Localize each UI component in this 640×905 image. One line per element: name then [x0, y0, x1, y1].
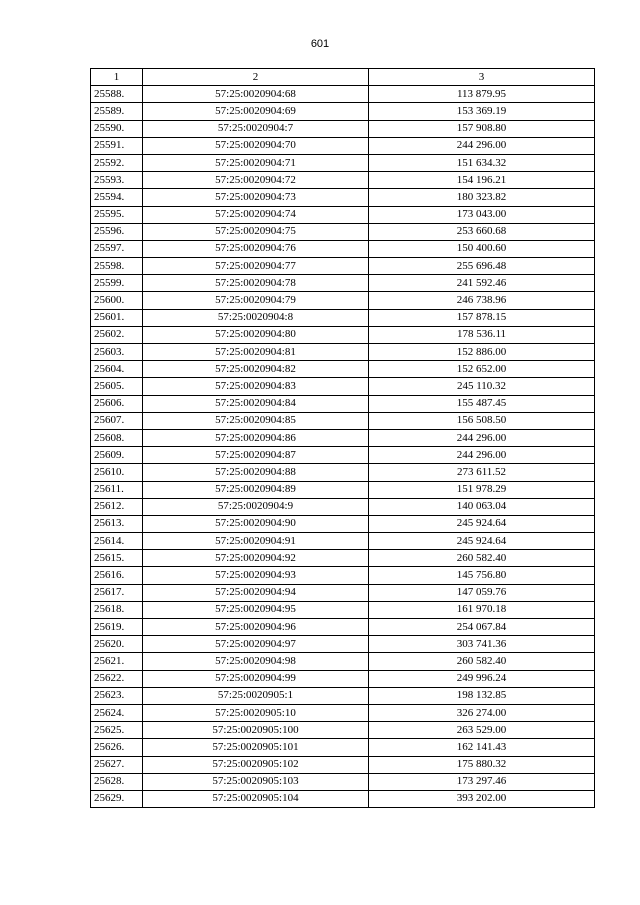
cadastral-number-cell: 57:25:0020904:80: [143, 326, 369, 343]
cadastral-number-cell: 57:25:0020904:72: [143, 172, 369, 189]
value-cell: 113 879.95: [369, 86, 595, 103]
row-number-cell: 25620.: [91, 636, 143, 653]
cadastral-number-cell: 57:25:0020904:94: [143, 584, 369, 601]
cadastral-number-cell: 57:25:0020905:101: [143, 739, 369, 756]
value-cell: 152 652.00: [369, 361, 595, 378]
table-row: [91, 773, 595, 790]
cadastral-number-cell: 57:25:0020904:68: [143, 86, 369, 103]
row-number-cell: 25601.: [91, 309, 143, 326]
value-cell: 156 508.50: [369, 412, 595, 429]
table-row: [91, 361, 595, 378]
cadastral-number-cell: 57:25:0020904:86: [143, 429, 369, 446]
value-cell: 145 756.80: [369, 567, 595, 584]
row-number-cell: 25612.: [91, 498, 143, 515]
value-cell: 151 634.32: [369, 154, 595, 171]
cadastral-number-cell: 57:25:0020904:71: [143, 154, 369, 171]
table-row: [91, 309, 595, 326]
cadastral-number-cell: 57:25:0020904:70: [143, 137, 369, 154]
cadastral-number-cell: 57:25:0020904:97: [143, 636, 369, 653]
cadastral-number-cell: 57:25:0020904:81: [143, 344, 369, 361]
table-row: [91, 636, 595, 653]
row-number-cell: 25599.: [91, 275, 143, 292]
row-number-cell: 25589.: [91, 103, 143, 120]
value-cell: 260 582.40: [369, 653, 595, 670]
value-cell: 241 592.46: [369, 275, 595, 292]
table-body: [91, 86, 595, 808]
row-number-cell: 25618.: [91, 601, 143, 618]
row-number-cell: 25610.: [91, 464, 143, 481]
row-number-cell: 25592.: [91, 154, 143, 171]
row-number-cell: 25603.: [91, 344, 143, 361]
table-row: [91, 137, 595, 154]
cadastral-number-cell: 57:25:0020904:78: [143, 275, 369, 292]
table-row: [91, 326, 595, 343]
row-number-cell: 25595.: [91, 206, 143, 223]
cadastral-number-cell: 57:25:0020904:75: [143, 223, 369, 240]
value-cell: 173 297.46: [369, 773, 595, 790]
row-number-cell: 25623.: [91, 687, 143, 704]
cadastral-number-cell: 57:25:0020904:83: [143, 378, 369, 395]
row-number-cell: 25604.: [91, 361, 143, 378]
row-number-cell: 25616.: [91, 567, 143, 584]
table-row: [91, 533, 595, 550]
cadastral-number-cell: 57:25:0020905:104: [143, 790, 369, 807]
value-cell: 173 043.00: [369, 206, 595, 223]
cadastral-number-cell: 57:25:0020904:85: [143, 412, 369, 429]
table-row: [91, 275, 595, 292]
value-cell: 244 296.00: [369, 137, 595, 154]
table-row: [91, 189, 595, 206]
row-number-cell: 25615.: [91, 550, 143, 567]
table-row: [91, 395, 595, 412]
table-row: [91, 464, 595, 481]
table-row: [91, 670, 595, 687]
table-row: [91, 240, 595, 257]
row-number-cell: 25608.: [91, 429, 143, 446]
value-cell: 157 878.15: [369, 309, 595, 326]
value-cell: 245 924.64: [369, 515, 595, 532]
table-row: [91, 722, 595, 739]
page-number: 601: [310, 38, 330, 50]
table-row: [91, 258, 595, 275]
table-row: [91, 481, 595, 498]
cadastral-number-cell: 57:25:0020904:90: [143, 515, 369, 532]
row-number-cell: 25625.: [91, 722, 143, 739]
table-row: [91, 704, 595, 721]
cadastral-number-cell: 57:25:0020904:84: [143, 395, 369, 412]
row-number-cell: 25617.: [91, 584, 143, 601]
cadastral-number-cell: 57:25:0020905:102: [143, 756, 369, 773]
row-number-cell: 25598.: [91, 258, 143, 275]
cadastral-number-cell: 57:25:0020904:76: [143, 240, 369, 257]
value-cell: 249 996.24: [369, 670, 595, 687]
value-cell: 255 696.48: [369, 258, 595, 275]
value-cell: 198 132.85: [369, 687, 595, 704]
cadastral-number-cell: 57:25:0020904:77: [143, 258, 369, 275]
row-number-cell: 25607.: [91, 412, 143, 429]
row-number-cell: 25591.: [91, 137, 143, 154]
row-number-cell: 25600.: [91, 292, 143, 309]
cadastral-number-cell: 57:25:0020904:79: [143, 292, 369, 309]
registry-table: [90, 68, 595, 808]
row-number-cell: 25593.: [91, 172, 143, 189]
value-cell: 244 296.00: [369, 447, 595, 464]
row-number-cell: 25590.: [91, 120, 143, 137]
value-cell: 253 660.68: [369, 223, 595, 240]
row-number-cell: 25609.: [91, 447, 143, 464]
row-number-cell: 25614.: [91, 533, 143, 550]
value-cell: 161 970.18: [369, 601, 595, 618]
value-cell: 153 369.19: [369, 103, 595, 120]
row-number-cell: 25611.: [91, 481, 143, 498]
cadastral-number-cell: 57:25:0020905:1: [143, 687, 369, 704]
table-row: [91, 292, 595, 309]
value-cell: 162 141.43: [369, 739, 595, 756]
value-cell: 175 880.32: [369, 756, 595, 773]
value-cell: 303 741.36: [369, 636, 595, 653]
cadastral-number-cell: 57:25:0020904:95: [143, 601, 369, 618]
table-row: [91, 619, 595, 636]
table-row: [91, 154, 595, 171]
table-row: [91, 172, 595, 189]
value-cell: 154 196.21: [369, 172, 595, 189]
cadastral-number-cell: 57:25:0020904:7: [143, 120, 369, 137]
row-number-cell: 25602.: [91, 326, 143, 343]
cadastral-number-cell: 57:25:0020904:98: [143, 653, 369, 670]
cadastral-number-cell: 57:25:0020904:88: [143, 464, 369, 481]
value-cell: 157 908.80: [369, 120, 595, 137]
cadastral-number-cell: 57:25:0020904:69: [143, 103, 369, 120]
cadastral-number-cell: 57:25:0020904:89: [143, 481, 369, 498]
value-cell: 245 110.32: [369, 378, 595, 395]
value-cell: 152 886.00: [369, 344, 595, 361]
row-number-cell: 25626.: [91, 739, 143, 756]
table-row: [91, 550, 595, 567]
value-cell: 180 323.82: [369, 189, 595, 206]
value-cell: 326 274.00: [369, 704, 595, 721]
value-cell: 155 487.45: [369, 395, 595, 412]
value-cell: 246 738.96: [369, 292, 595, 309]
value-cell: 393 202.00: [369, 790, 595, 807]
value-cell: 244 296.00: [369, 429, 595, 446]
cadastral-number-cell: 57:25:0020904:92: [143, 550, 369, 567]
cadastral-number-cell: 57:25:0020904:87: [143, 447, 369, 464]
row-number-cell: 25619.: [91, 619, 143, 636]
value-cell: 150 400.60: [369, 240, 595, 257]
column-header-3: 3: [369, 69, 595, 86]
value-cell: 263 529.00: [369, 722, 595, 739]
cadastral-number-cell: 57:25:0020904:99: [143, 670, 369, 687]
table-row: [91, 756, 595, 773]
value-cell: 273 611.52: [369, 464, 595, 481]
cadastral-number-cell: 57:25:0020904:96: [143, 619, 369, 636]
table-row: [91, 120, 595, 137]
table-row: [91, 344, 595, 361]
table-row: [91, 584, 595, 601]
table-row: [91, 103, 595, 120]
table-row: [91, 378, 595, 395]
cadastral-number-cell: 57:25:0020904:91: [143, 533, 369, 550]
row-number-cell: 25629.: [91, 790, 143, 807]
value-cell: 254 067.84: [369, 619, 595, 636]
row-number-cell: 25613.: [91, 515, 143, 532]
value-cell: 147 059.76: [369, 584, 595, 601]
table-row: [91, 653, 595, 670]
cadastral-number-cell: 57:25:0020905:103: [143, 773, 369, 790]
row-number-cell: 25588.: [91, 86, 143, 103]
cadastral-number-cell: 57:25:0020904:82: [143, 361, 369, 378]
value-cell: 260 582.40: [369, 550, 595, 567]
value-cell: 140 063.04: [369, 498, 595, 515]
row-number-cell: 25622.: [91, 670, 143, 687]
cadastral-number-cell: 57:25:0020905:100: [143, 722, 369, 739]
row-number-cell: 25597.: [91, 240, 143, 257]
table-row: [91, 412, 595, 429]
table-row: [91, 567, 595, 584]
table-row: [91, 601, 595, 618]
table-row: [91, 790, 595, 807]
cadastral-number-cell: 57:25:0020905:10: [143, 704, 369, 721]
cadastral-number-cell: 57:25:0020904:93: [143, 567, 369, 584]
value-cell: 151 978.29: [369, 481, 595, 498]
row-number-cell: 25596.: [91, 223, 143, 240]
table-row: [91, 447, 595, 464]
cadastral-number-cell: 57:25:0020904:8: [143, 309, 369, 326]
row-number-cell: 25594.: [91, 189, 143, 206]
table-row: [91, 223, 595, 240]
cadastral-number-cell: 57:25:0020904:74: [143, 206, 369, 223]
cadastral-number-cell: 57:25:0020904:9: [143, 498, 369, 515]
table-row: [91, 206, 595, 223]
table-row: [91, 687, 595, 704]
row-number-cell: 25627.: [91, 756, 143, 773]
table-row: [91, 739, 595, 756]
cadastral-number-cell: 57:25:0020904:73: [143, 189, 369, 206]
table-row: [91, 498, 595, 515]
column-header-2: 2: [143, 69, 369, 86]
row-number-cell: 25628.: [91, 773, 143, 790]
column-header-1: 1: [91, 69, 143, 86]
value-cell: 178 536.11: [369, 326, 595, 343]
table-row: [91, 86, 595, 103]
row-number-cell: 25624.: [91, 704, 143, 721]
row-number-cell: 25606.: [91, 395, 143, 412]
table-header-row: [91, 69, 595, 86]
table-row: [91, 515, 595, 532]
row-number-cell: 25605.: [91, 378, 143, 395]
row-number-cell: 25621.: [91, 653, 143, 670]
table-row: [91, 429, 595, 446]
value-cell: 245 924.64: [369, 533, 595, 550]
